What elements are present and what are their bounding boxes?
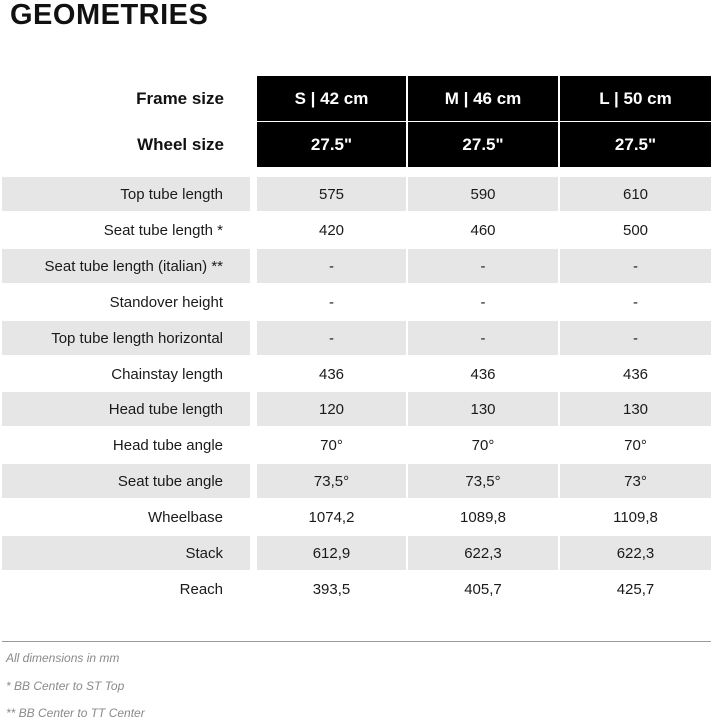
table-cell: 73°	[560, 464, 711, 498]
row-label: Head tube length	[2, 392, 250, 426]
table-cell: 500	[622, 221, 649, 239]
table-cell: 130	[408, 392, 558, 426]
table-cell: -	[633, 293, 638, 311]
table-cell: 393,5	[312, 580, 351, 598]
table-cell: -	[480, 293, 486, 311]
row-label: Reach	[179, 580, 223, 598]
size-header-m	[408, 76, 558, 167]
note-seat-tube: * BB Center to ST Top	[6, 679, 125, 693]
table-cell: 610	[560, 177, 711, 211]
wheel-size-label: Wheel size	[137, 135, 224, 154]
table-cell: 1074,2	[308, 508, 355, 526]
table-cell: -	[329, 293, 334, 311]
size-header-l	[560, 76, 711, 167]
table-cell: 405,7	[464, 580, 502, 598]
row-label: Head tube angle	[112, 436, 223, 454]
table-cell: -	[560, 249, 711, 283]
table-cell: 460	[470, 221, 496, 239]
table-cell: 70°	[320, 436, 343, 454]
table-cell: 425,7	[616, 580, 655, 598]
wheel-size-l: 27.5"	[614, 134, 657, 154]
table-cell: 436	[622, 365, 649, 383]
row-label: Standover height	[109, 293, 223, 311]
frame-size-l: L | 50 cm	[599, 88, 672, 108]
frame-size-s: S | 42 cm	[294, 88, 369, 108]
row-label: Top tube length horizontal	[2, 321, 250, 355]
table-cell: -	[257, 249, 406, 283]
row-label: Seat tube angle	[2, 464, 250, 498]
row-label: Stack	[2, 536, 250, 570]
table-cell: 575	[257, 177, 406, 211]
note-units: All dimensions in mm	[6, 651, 120, 665]
table-cell: 1109,8	[613, 508, 658, 526]
note-italian: ** BB Center to TT Center	[6, 706, 145, 720]
table-cell: 120	[257, 392, 406, 426]
notes-divider	[2, 641, 711, 642]
table-cell: 130	[560, 392, 711, 426]
frame-size-m: M | 46 cm	[444, 88, 522, 108]
row-label: Seat tube length (italian) **	[2, 249, 250, 283]
table-cell: 436	[318, 365, 345, 383]
wheel-size-m: 27.5"	[462, 134, 504, 154]
table-cell: 436	[470, 365, 496, 383]
table-cell: -	[408, 321, 558, 355]
size-header-s	[257, 76, 406, 167]
table-cell: 73,5°	[408, 464, 558, 498]
table-cell: 70°	[624, 436, 647, 454]
table-cell: -	[257, 321, 406, 355]
row-label: Top tube length	[2, 177, 250, 211]
row-label: Seat tube length *	[103, 221, 223, 239]
table-cell: 1089,8	[460, 508, 506, 526]
page-title: GEOMETRIES	[10, 0, 209, 31]
table-cell: 622,3	[560, 536, 711, 570]
table-cell: 420	[318, 221, 345, 239]
table-cell: 622,3	[408, 536, 558, 570]
table-cell: 70°	[471, 436, 495, 454]
table-cell: 73,5°	[257, 464, 406, 498]
row-label: Wheelbase	[147, 508, 223, 526]
table-cell: -	[560, 321, 711, 355]
table-cell: 590	[408, 177, 558, 211]
frame-size-label: Frame size	[136, 89, 224, 108]
wheel-size-s: 27.5"	[310, 134, 353, 154]
row-label: Chainstay length	[111, 365, 223, 383]
table-cell: 612,9	[257, 536, 406, 570]
table-cell: -	[408, 249, 558, 283]
